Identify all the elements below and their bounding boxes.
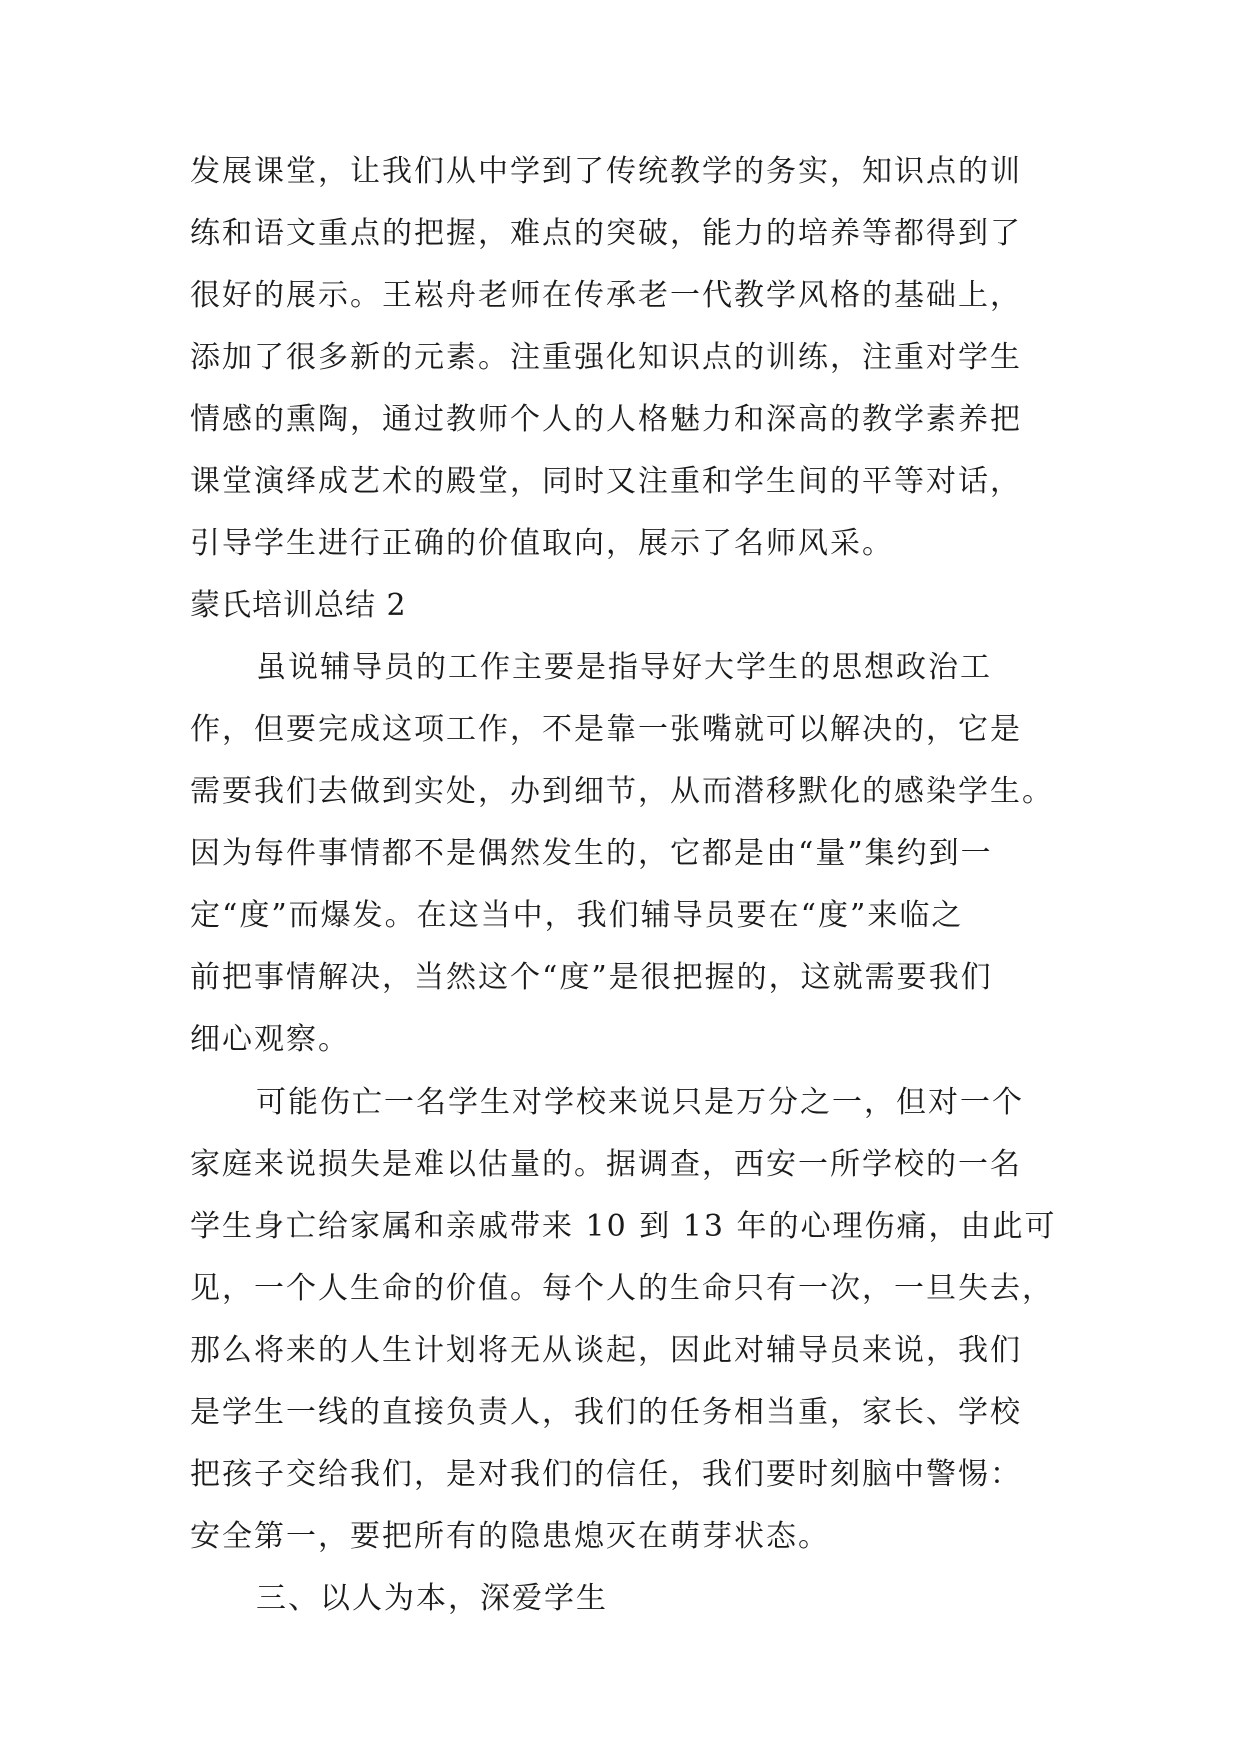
paragraph-line: 把孩子交给我们，是对我们的信任，我们要时刻脑中警惕：	[190, 1457, 1022, 1492]
paragraph-line: 发展课堂，让我们从中学到了传统教学的务实，知识点的训	[190, 154, 1022, 189]
paragraph-line: 添加了很多新的元素。注重强化知识点的训练，注重对学生	[190, 340, 1022, 375]
paragraph-line: 很好的展示。王崧舟老师在传承老一代教学风格的基础上，	[190, 278, 1022, 313]
paragraph-line: 家庭来说损失是难以估量的。据调查，西安一所学校的一名	[190, 1147, 1022, 1182]
paragraph-line: 引导学生进行正确的价值取向，展示了名师风采。	[190, 526, 894, 561]
paragraph-line: 练和语文重点的把握，难点的突破，能力的培养等都得到了	[190, 216, 1022, 251]
paragraph-line: 见，一个人生命的价值。每个人的生命只有一次，一旦失去，	[190, 1271, 1054, 1306]
paragraph-line: 是学生一线的直接负责人，我们的任务相当重，家长、学校	[190, 1395, 1022, 1430]
section-heading: 蒙氏培训总结 2	[190, 588, 407, 623]
paragraph-line: 那么将来的人生计划将无从谈起，因此对辅导员来说，我们	[190, 1333, 1022, 1368]
paragraph-line: 定“度”而爆发。在这当中，我们辅导员要在“度”来临之	[190, 898, 964, 933]
section-subheading: 三、以人为本，深爱学生	[256, 1581, 608, 1616]
paragraph-line: 前把事情解决，当然这个“度”是很把握的，这就需要我们	[190, 960, 993, 995]
paragraph-line: 学生身亡给家属和亲戚带来 10 到 13 年的心理伤痛，由此可	[190, 1209, 1057, 1244]
paragraph-line: 作，但要完成这项工作，不是靠一张嘴就可以解决的，它是	[190, 712, 1022, 747]
paragraph-line: 安全第一，要把所有的隐患熄灭在萌芽状态。	[190, 1519, 830, 1554]
paragraph-line: 可能伤亡一名学生对学校来说只是万分之一，但对一个	[256, 1085, 1024, 1120]
paragraph-line: 虽说辅导员的工作主要是指导好大学生的思想政治工	[256, 650, 992, 685]
paragraph-line: 课堂演绎成艺术的殿堂，同时又注重和学生间的平等对话，	[190, 464, 1022, 499]
paragraph-line: 情感的熏陶，通过教师个人的人格魅力和深高的教学素养把	[190, 402, 1022, 437]
paragraph-line: 细心观察。	[190, 1022, 350, 1057]
paragraph-line: 需要我们去做到实处，办到细节，从而潜移默化的感染学生。	[190, 774, 1054, 809]
paragraph-line: 因为每件事情都不是偶然发生的，它都是由“量”集约到一	[190, 836, 993, 871]
